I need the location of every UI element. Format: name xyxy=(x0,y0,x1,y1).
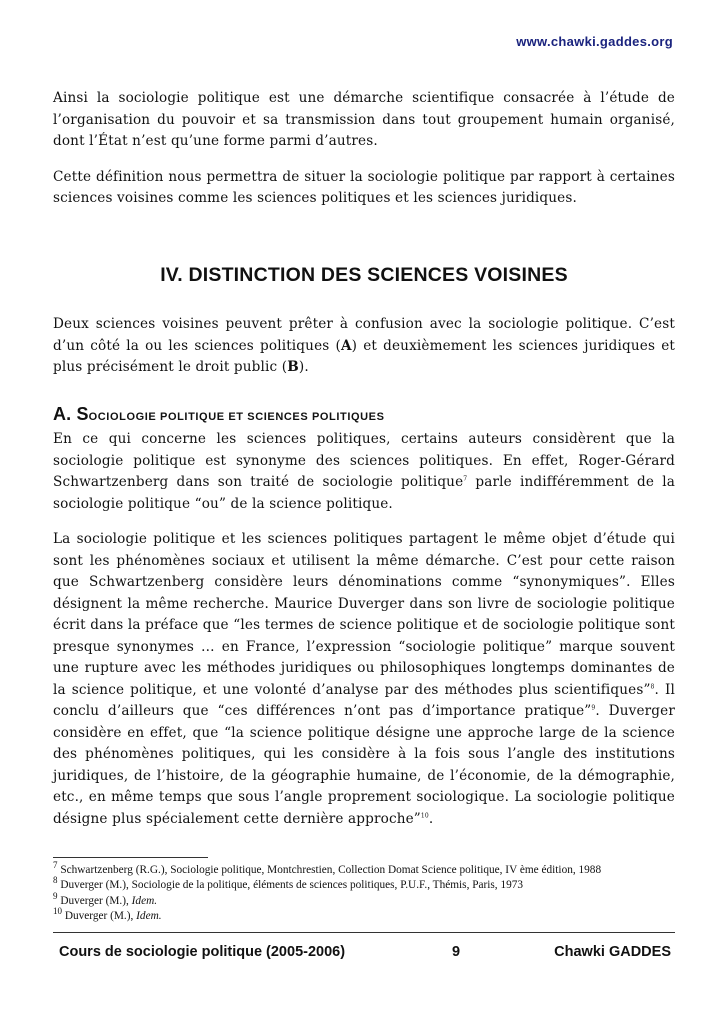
subsection-paragraph-1: En ce qui concerne les sciences politiques, certains auteurs considèrent que la sociologie politique est synonyme des sciences politiques. En effet, Roger-Gérard Schwartzenberg dans son traité de sociologie politique$^7$ parle indifféremment de la sociologie politique “ou” de la science politique. xyxy=(53,431,675,512)
subsection-title: A. SOCIOLOGIE POLITIQUE ET SCIENCES POLITIQUES xyxy=(53,404,385,424)
ref-b: B xyxy=(287,359,299,375)
page-number: 9 xyxy=(452,944,461,960)
course-title: Cours de sociologie politique (2005-2006) xyxy=(59,944,346,960)
footnote-8: $^8$ Duverger (M.), Sociologie de la politique, éléments de sciences politiques, P.U.F., Thémis, Paris, 1973 xyxy=(53,875,524,892)
ref-a: A xyxy=(340,337,352,354)
site-url[interactable]: www.chawki.gaddes.org xyxy=(516,34,673,49)
footnote-ref-8[interactable]: 8 xyxy=(650,682,655,690)
footnote-9: $^9$ Duverger (M.), Idem. xyxy=(53,891,158,907)
intro-block xyxy=(53,88,675,224)
footer-divider xyxy=(53,932,675,933)
footnotes xyxy=(53,860,693,925)
footnote-ref-10[interactable]: 10 xyxy=(420,811,429,819)
subsection-block xyxy=(53,402,675,844)
section-title: IV. DISTINCTION DES SCIENCES VOISINES xyxy=(160,264,568,286)
intro-paragraph-1: Ainsi la sociologie politique est une démarche scientifique consacrée à l’étude de l’organisation du pouvoir et sa transmission dans tout groupement humain organisé, dont l’État n’est qu’une forme parmi d’autres. xyxy=(53,90,675,149)
footnote-ref-9[interactable]: 9 xyxy=(591,704,596,712)
footnote-10: $^{10}$ Duverger (M.), Idem. xyxy=(53,906,162,923)
footnote-divider xyxy=(53,857,208,858)
section-intro-paragraph: Deux sciences voisines peuvent prêter à confusion avec la sociologie politique. C’est d’un côté la ou les sciences politiques (A) et deuxièmement les sciences juridiques et plus précisément le droit public (B). xyxy=(53,316,676,375)
intro-paragraph-2: Cette définition nous permettra de situer la sociologie politique par rapport à certaines sciences voisines comme les sciences politiques et les sciences juridiques. xyxy=(53,168,675,206)
subsection-paragraph-2: La sociologie politique et les sciences politiques partagent le même objet d’étude qui sont les phénomènes sociaux et utilisent la même démarche. C’est pour cette raison que Schwartzenberg considère leurs dénominations comme “synonymiques”. Elles désignent la même recherche. Maurice Duverger dans son livre de sociologie politique écrit dans la préface que “les termes de science politique et de sociologie politique sont presque synonymes … en France, l’expression “sociologie politique” marque souvent une rupture avec les méthodes juridiques ou philosophiques longtemps dominantes de la science politique, et une volonté d’analyse par des méthodes plus scientifiques”$^8$. Il conclu d’ailleurs que “ces différences n’ont pas d’importance pratique”$^9$. Duverger considère en effet, que “la science politique désigne une approche large de la science des phénomènes politiques, qui les considère à la fois sous l’angle des institutions juridiques, de l’histoire, de la géographie humaine, de l’économie, de la démographie, etc., en même temps que sous l’angle proprement sociologique. La sociologie politique désigne plus spécialement cette dernière approche”$^{10}$. xyxy=(53,531,675,827)
author-name: Chawki GADDES xyxy=(554,944,671,960)
footnote-ref-7[interactable]: 7 xyxy=(463,475,468,483)
footnote-7: $^7$ Schwartzenberg (R.G.), Sociologie politique, Montchrestien, Collection Domat Science politique, IV ème édition, 1988 xyxy=(53,860,602,876)
section-body xyxy=(53,314,675,393)
